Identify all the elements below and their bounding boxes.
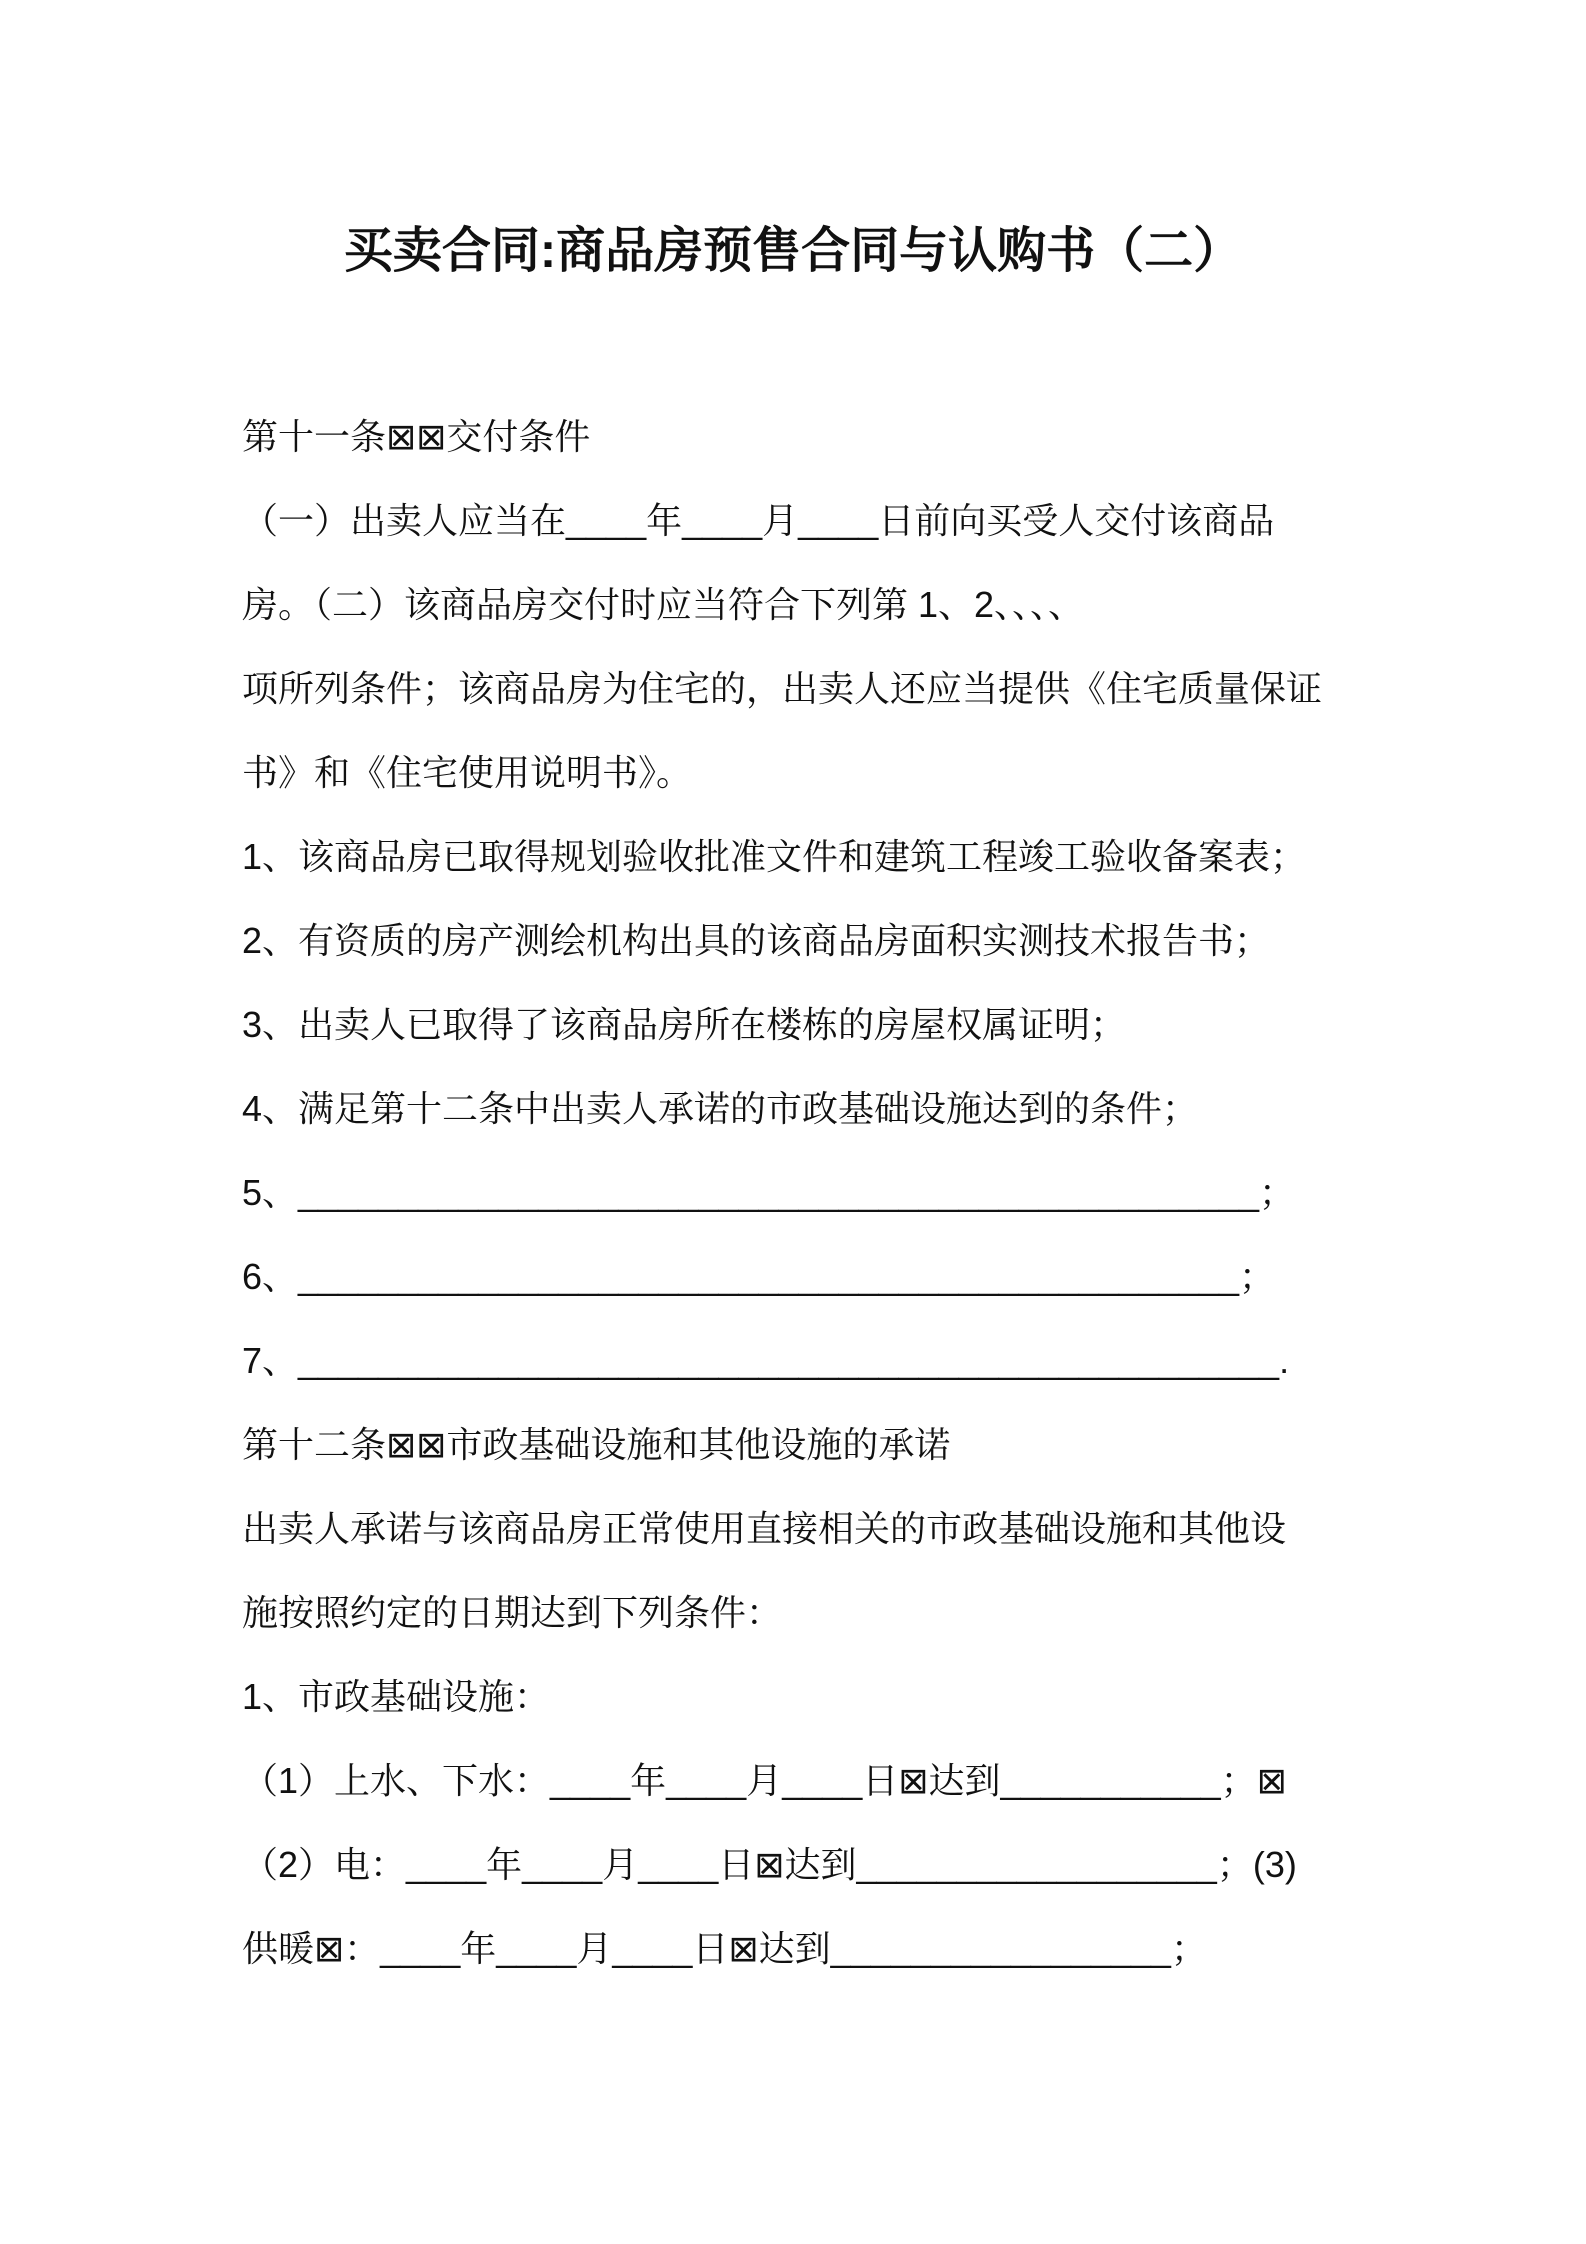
article-12-heading: 第十二条⊠⊠市政基础设施和其他设施的承诺 — [242, 1424, 951, 1465]
list-item: 4、满足第十二条中出卖人承诺的市政基础设施达到的条件； — [242, 1088, 1199, 1129]
sub-item: （2）电：____年____月____日⊠达到__________________；(3) — [242, 1844, 1297, 1885]
sub-item: 供暖⊠：____年____月____日⊠达到_________________； — [242, 1928, 1207, 1969]
document-body — [242, 395, 1372, 1991]
paragraph-line: 出卖人承诺与该商品房正常使用直接相关的市政基础设施和其他设 — [242, 1508, 1287, 1549]
list-item-blank: 5、________________________________________________； — [242, 1172, 1296, 1213]
paragraph-line: （一）出卖人应当在____年____月____日前向买受人交付该商品 — [242, 500, 1275, 541]
list-item: 3、出卖人已取得了该商品房所在楼栋的房屋权属证明； — [242, 1004, 1127, 1045]
paragraph-line: 项所列条件；该商品房为住宅的，出卖人还应当提供《住宅质量保证 — [242, 668, 1323, 709]
list-item: 2、有资质的房产测绘机构出具的该商品房面积实测技术报告书； — [242, 920, 1271, 961]
sub-item: （1）上水、下水：____年____月____日⊠达到___________；⊠ — [242, 1760, 1287, 1801]
list-item: 1、市政基础设施： — [242, 1676, 551, 1717]
article-11-heading: 第十一条⊠⊠交付条件 — [242, 416, 591, 457]
document-title: 买卖合同:商品房预售合同与认购书（二） — [343, 224, 1243, 278]
paragraph-line: 书》和《住宅使用说明书》。 — [242, 752, 693, 793]
paragraph-line: 房。（二）该商品房交付时应当符合下列第 1、2、、、、 — [242, 584, 1085, 625]
list-item-blank: 6、_______________________________________________； — [242, 1256, 1276, 1297]
list-item: 1、该商品房已取得规划验收批准文件和建筑工程竣工验收备案表； — [242, 836, 1307, 877]
list-item-blank: 7、_________________________________________________. — [242, 1340, 1290, 1381]
paragraph-line: 施按照约定的日期达到下列条件： — [242, 1592, 783, 1633]
